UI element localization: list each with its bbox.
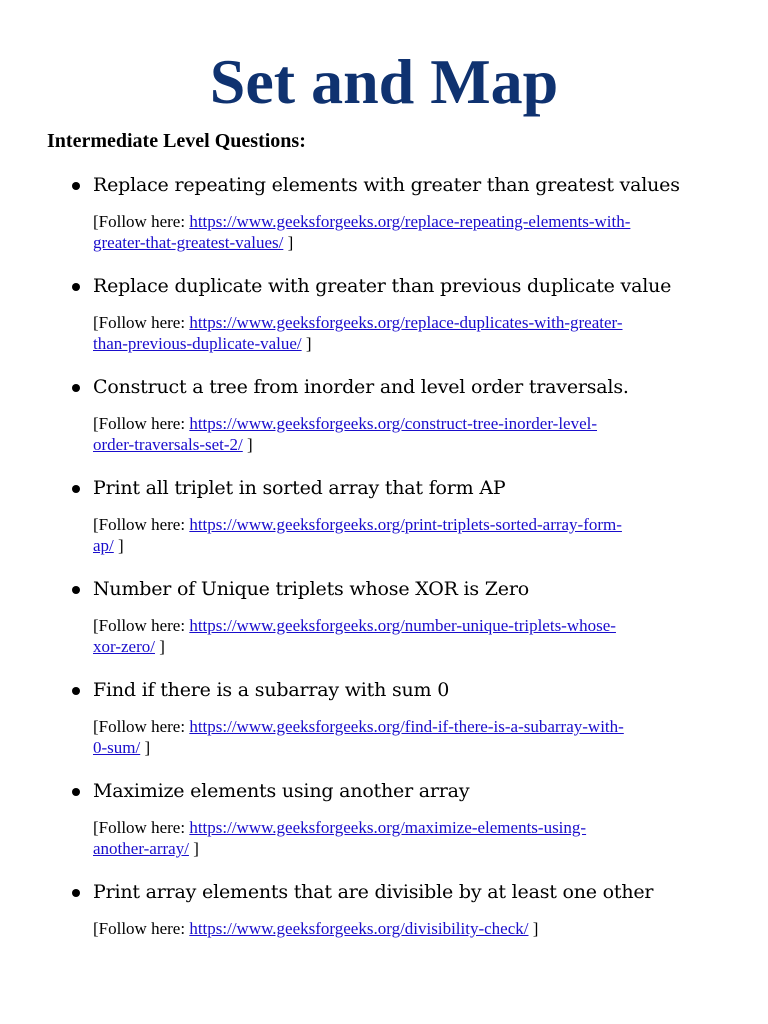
reference-prefix: [Follow here:	[93, 414, 190, 433]
question-text: Number of Unique triplets whose XOR is Zero	[93, 578, 529, 600]
reference-link-line1: https://www.geeksforgeeks.org/maximize-elements-using-	[189, 818, 587, 837]
reference-prefix: [Follow here:	[93, 919, 190, 938]
reference-link-line1: https://www.geeksforgeeks.org/replace-repeating-elements-with-	[189, 212, 631, 231]
bullet-icon	[72, 283, 80, 291]
reference-line	[93, 817, 723, 859]
reference-suffix: ]	[113, 536, 124, 555]
question-text: Replace repeating elements with greater than greatest values	[93, 174, 680, 196]
question-item	[0, 370, 768, 471]
reference-link-line1: https://www.geeksforgeeks.org/print-triplets-sorted-array-form-	[189, 515, 622, 534]
question-text: Construct a tree from inorder and level order traversals.	[93, 376, 629, 398]
bullet-icon	[72, 384, 80, 392]
reference-line	[93, 211, 723, 253]
reference-link-line1: https://www.geeksforgeeks.org/replace-duplicates-with-greater-	[189, 313, 623, 332]
reference-link-line1: https://www.geeksforgeeks.org/construct-tree-inorder-level-	[189, 414, 598, 433]
reference-prefix: [Follow here:	[93, 818, 190, 837]
bullet-icon	[72, 889, 80, 897]
reference-link-line2: greater-that-greatest-values/	[93, 233, 284, 252]
reference-link-line2: than-previous-duplicate-value/	[93, 334, 302, 353]
reference-link-line1: https://www.geeksforgeeks.org/number-unique-triplets-whose-	[189, 616, 616, 635]
reference-link-line2: ap/	[93, 536, 114, 555]
question-text: Maximize elements using another array	[93, 780, 470, 802]
question-text: Print all triplet in sorted array that form AP	[93, 477, 506, 499]
question-item	[0, 269, 768, 370]
reference-line	[93, 615, 723, 657]
reference-link[interactable]	[189, 919, 528, 938]
reference-link-line2: another-array/	[93, 839, 189, 858]
bullet-icon	[72, 687, 80, 695]
reference-link-line1: https://www.geeksforgeeks.org/find-if-there-is-a-subarray-with-	[189, 717, 624, 736]
reference-line	[93, 312, 723, 354]
reference-suffix: ]	[283, 233, 294, 252]
reference-prefix: [Follow here:	[93, 515, 190, 534]
question-item	[0, 471, 768, 572]
page-title: Set and Map	[209, 46, 559, 117]
question-item	[0, 774, 768, 875]
reference-suffix: ]	[140, 738, 151, 757]
reference-suffix: ]	[188, 839, 199, 858]
question-list	[0, 168, 768, 976]
question-item	[0, 572, 768, 673]
reference-link-line2: 0-sum/	[93, 738, 141, 757]
reference-line	[93, 918, 723, 939]
bullet-icon	[72, 586, 80, 594]
reference-suffix: ]	[301, 334, 312, 353]
reference-suffix: ]	[528, 919, 539, 938]
bullet-icon	[72, 182, 80, 190]
question-item	[0, 673, 768, 774]
reference-prefix: [Follow here:	[93, 616, 190, 635]
bullet-icon	[72, 485, 80, 493]
reference-prefix: [Follow here:	[93, 212, 190, 231]
reference-link-line2: xor-zero/	[93, 637, 155, 656]
question-text: Replace duplicate with greater than previous duplicate value	[93, 275, 672, 297]
reference-prefix: [Follow here:	[93, 313, 190, 332]
question-item	[0, 875, 768, 976]
reference-line	[93, 514, 723, 556]
reference-link-line1: https://www.geeksforgeeks.org/divisibility-check/	[189, 919, 529, 938]
reference-suffix: ]	[154, 637, 165, 656]
reference-suffix: ]	[242, 435, 253, 454]
reference-prefix: [Follow here:	[93, 717, 190, 736]
reference-line	[93, 413, 723, 455]
question-text: Find if there is a subarray with sum 0	[93, 679, 450, 701]
bullet-icon	[72, 788, 80, 796]
reference-line	[93, 716, 723, 758]
section-heading: Intermediate Level Questions:	[47, 130, 306, 152]
question-text: Print array elements that are divisible by at least one other	[93, 881, 654, 903]
reference-link-line2: order-traversals-set-2/	[93, 435, 243, 454]
question-item	[0, 168, 768, 269]
